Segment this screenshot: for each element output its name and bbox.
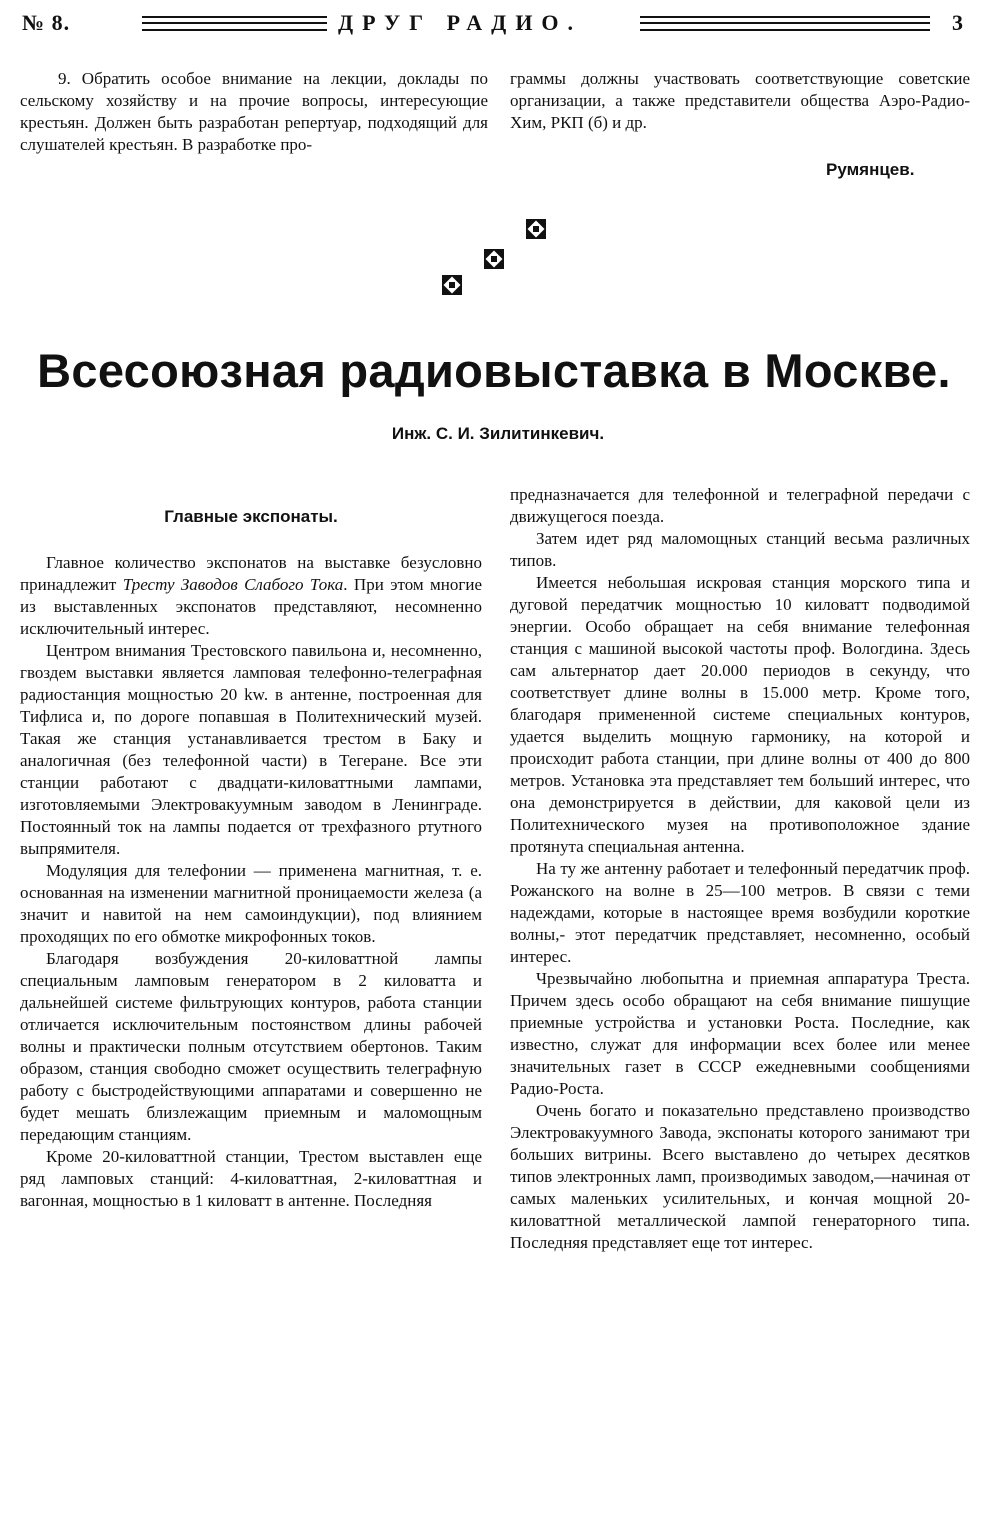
trust-name: Тресту Заводов Слабого Тока [122, 575, 344, 594]
article-paragraph: Центром внимания Трестовского павильона и, несомненно, гвоздем выставки является ламповая телефонно-телеграфная радиостанция мощностью 20 kw. в антенне, построенная для Тифлиса и, по дороге попавшая в Политехнический музей. Такая же станция устанавливается трестом в Баку и аналогичная (без телефонной части) в Тегеране. Все эти станции работают с двадцати-киловаттными лампами, изготовляемыми Электровакуумным заводом в Ленинграде. Постоянный ток на лампы подается от трехфазного ртутного выпрямителя. [20, 641, 482, 858]
previous-article-continuation: граммы должны участвовать соответствующие советские организации, а также представители общества Аэро-Радио-Хим, РКП (б) и др. [510, 69, 970, 132]
section-heading: Главные экспонаты. [164, 507, 338, 526]
article-title: Всесоюзная радиовыставка в Москве. [37, 344, 951, 397]
article-paragraph: Благодаря возбуждения 20-киловаттной лампы специальным ламповым генератором в 2 киловатта и дальнейшей системе фильтрующих контуров, работа станции отличается исключительным постоянством длины рабочей волны и практически полным отсутствием обертонов. Таким образом, станция свободно сможет осуществить телеграфную работу с быстродействующими аппаратами и совершенно не будет мешать близлежащим приемным и маломощным передающим станциям. [20, 949, 482, 1144]
header-rule-left [142, 16, 327, 31]
article-paragraph: Затем идет ряд маломощных станций весьма различных типов. [510, 529, 970, 570]
square-ornament-icon [484, 249, 504, 269]
issue-number: № 8. [22, 10, 71, 35]
article-paragraph: Имеется небольшая искровая станция морского типа и дуговой передатчик мощностью 10 киловатт подводимой энергии. Особо обращает на себя внимание телефонная станция с машиной высокой частоты проф. Вологдина. Здесь сам альтернатор дает 20.000 периодов в секунду, что соответствует длине волны в 15.000 метр. Кроме того, благодаря примененной системе специальных контуров, удается выделить мощную гармонику, на которой и происходит работа станции, при длине волны от 400 до 800 метров. Установка эта представляет тем больший интерес, что она демонстрируется в действии, для каковой цели из Политехнического музея на противоположное здание протянута специальная антенна. [510, 573, 970, 856]
article-paragraph: Кроме 20-киловаттной станции, Трестом выставлен еще ряд ламповых станций: 4-киловаттная, 2-киловаттная и вагонная, мощностью в 1 киловатт в антенне. Последняя [20, 1147, 482, 1210]
article-paragraph: На ту же антенну работает и телефонный передатчик проф. Рожанского на волне в 25—100 метров. В связи с теми надеждами, которые в настоящее время возбудили короткие волны,- этот передатчик представляет, несомненно, особый интерес. [510, 859, 970, 966]
previous-article-right [510, 68, 970, 134]
article-author: Инж. С. И. Зилитинкевич. [391, 424, 605, 443]
previous-article-signature: Румянцев. [826, 160, 915, 179]
page-number: 3 [952, 10, 963, 35]
article-paragraph [20, 552, 482, 640]
header-rule-right [640, 16, 930, 31]
article-paragraph: предназначается для телефонной и телеграфной передачи с движущегося поезда. [510, 485, 970, 526]
article-right-column [510, 484, 970, 1254]
article-paragraph: Модуляция для телефонии — применена магнитная, т. е. основанная на изменении магнитной проницаемости железа (а значит и навитой на нем самоиндукции), под влиянием проходящих по его обмотке микрофонных токов. [20, 861, 482, 946]
previous-article-left [20, 68, 488, 156]
paragraph-text: Главное количество экспонатов на выставке безусловно принадлежит [20, 553, 482, 594]
article-left-column [20, 496, 482, 1212]
paragraph-text: . При этом многие из выставленных экспонатов представляют, несомненно исключительный интерес. [20, 575, 482, 638]
article-paragraph: Чрезвычайно любопытна и приемная аппаратура Треста. Причем здесь особо обращают на себя внимание пишущие приемные устройства и установки Роста. Последние, как известно, служат для информации всех более или менее значительных газет в СССР ежедневными сообщениями Радио-Роста. [510, 969, 970, 1098]
previous-article-paragraph: 9. Обратить особое внимание на лекции, доклады по сельскому хозяйству и на прочие вопросы, интересующие крестьян. Должен быть разработан репертуар, подходящий для слушателей крестьян. В разработке про- [20, 69, 488, 154]
magazine-title: ДРУГ РАДИО. [338, 10, 583, 35]
article-paragraph: Очень богато и показательно представлено производство Электровакуумного Завода, экспонаты которого занимают три больших витрины. Всего выставлено до четырех десятков типов электронных ламп, производимых заводом,—начиная от самых маленьких усилительных, и кончая мощной 20-киловаттной металлической лампой генераторного типа. Последняя представляет еще тот интерес. [510, 1101, 970, 1252]
square-ornament-icon [442, 275, 462, 295]
square-ornament-icon [526, 219, 546, 239]
